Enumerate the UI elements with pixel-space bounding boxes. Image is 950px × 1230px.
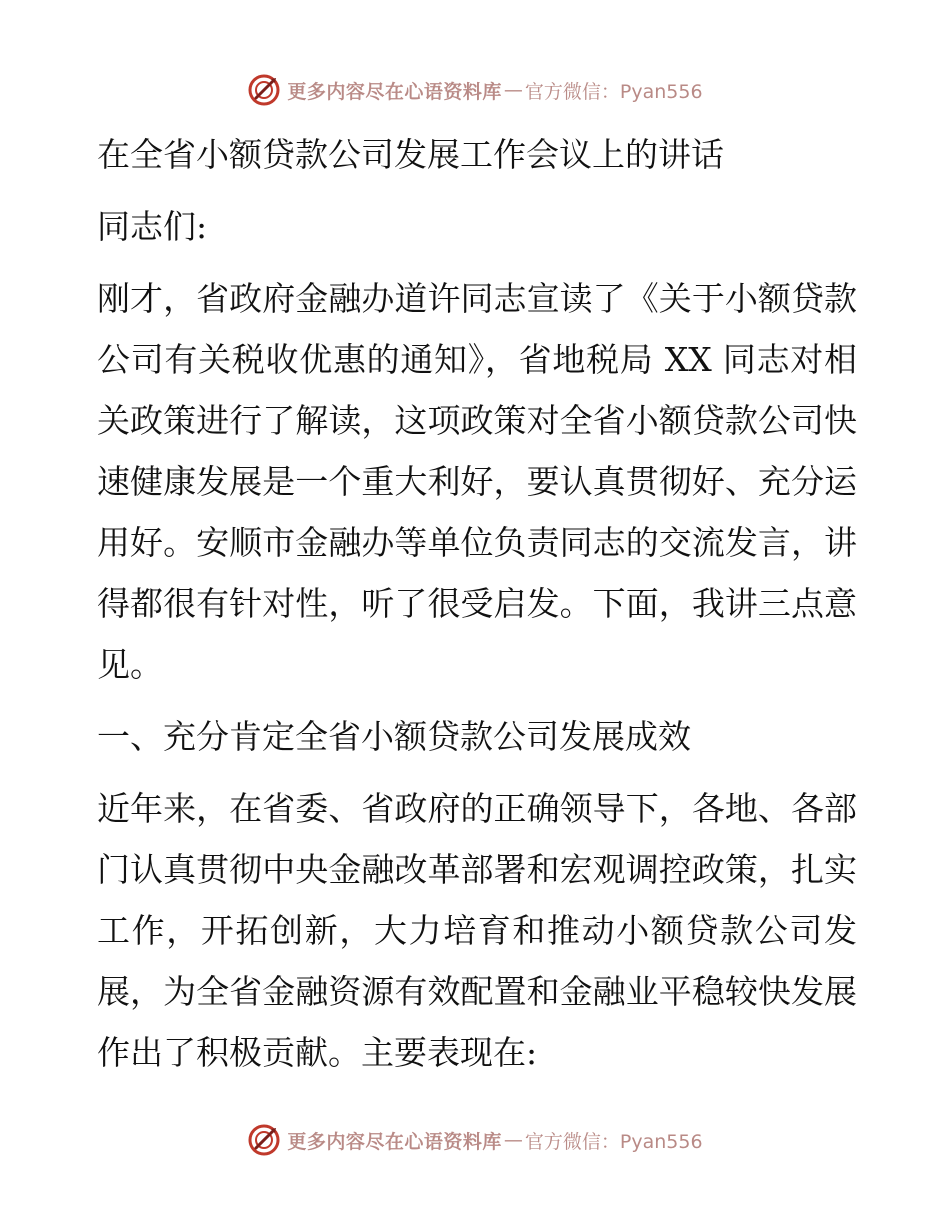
document-title: 在全省小额贷款公司发展工作会议上的讲话 — [97, 135, 724, 174]
footer-banner — [0, 1118, 950, 1162]
logo-icon — [247, 73, 281, 107]
logo-icon — [247, 1123, 281, 1157]
banner-main-text: 更多内容尽在心语资料库 — [287, 1130, 502, 1153]
salutation: 同志们: — [97, 207, 208, 246]
section-heading: 一、充分肯定全省小额贷款公司发展成效 — [97, 717, 691, 756]
banner-separator: — — [503, 79, 523, 101]
header-banner — [0, 68, 950, 112]
paragraph-achievements: 近年来，在省委、省政府的正确领导下，各地、各部门认真贯彻中央金融改革部署和宏观调控政策，扎实工作，开拓创新，大力培育和推动小额贷款公司发展，为全省金融资源有效配置和金融业平稳较快发展作出了积极贡献。主要表现在: — [97, 789, 857, 1072]
banner-main-text: 更多内容尽在心语资料库 — [287, 80, 502, 103]
banner-separator: — — [503, 1129, 523, 1151]
document-body — [97, 124, 857, 1083]
paragraph-intro: 刚才，省政府金融办道许同志宣读了《关于小额贷款公司有关税收优惠的通知》，省地税局 XX 同志对相关政策进行了解读，这项政策对全省小额贷款公司快速健康发展是一个重大利好，要认真贯彻好、充分运用好。安顺市金融办等单位负责同志的交流发言，讲得都很有针对性，听了很受启发。下面，我讲三点意见。 — [97, 279, 857, 684]
banner-wechat-text: 官方微信：Pyan556 — [524, 80, 703, 103]
banner-wechat-text: 官方微信：Pyan556 — [524, 1130, 703, 1153]
